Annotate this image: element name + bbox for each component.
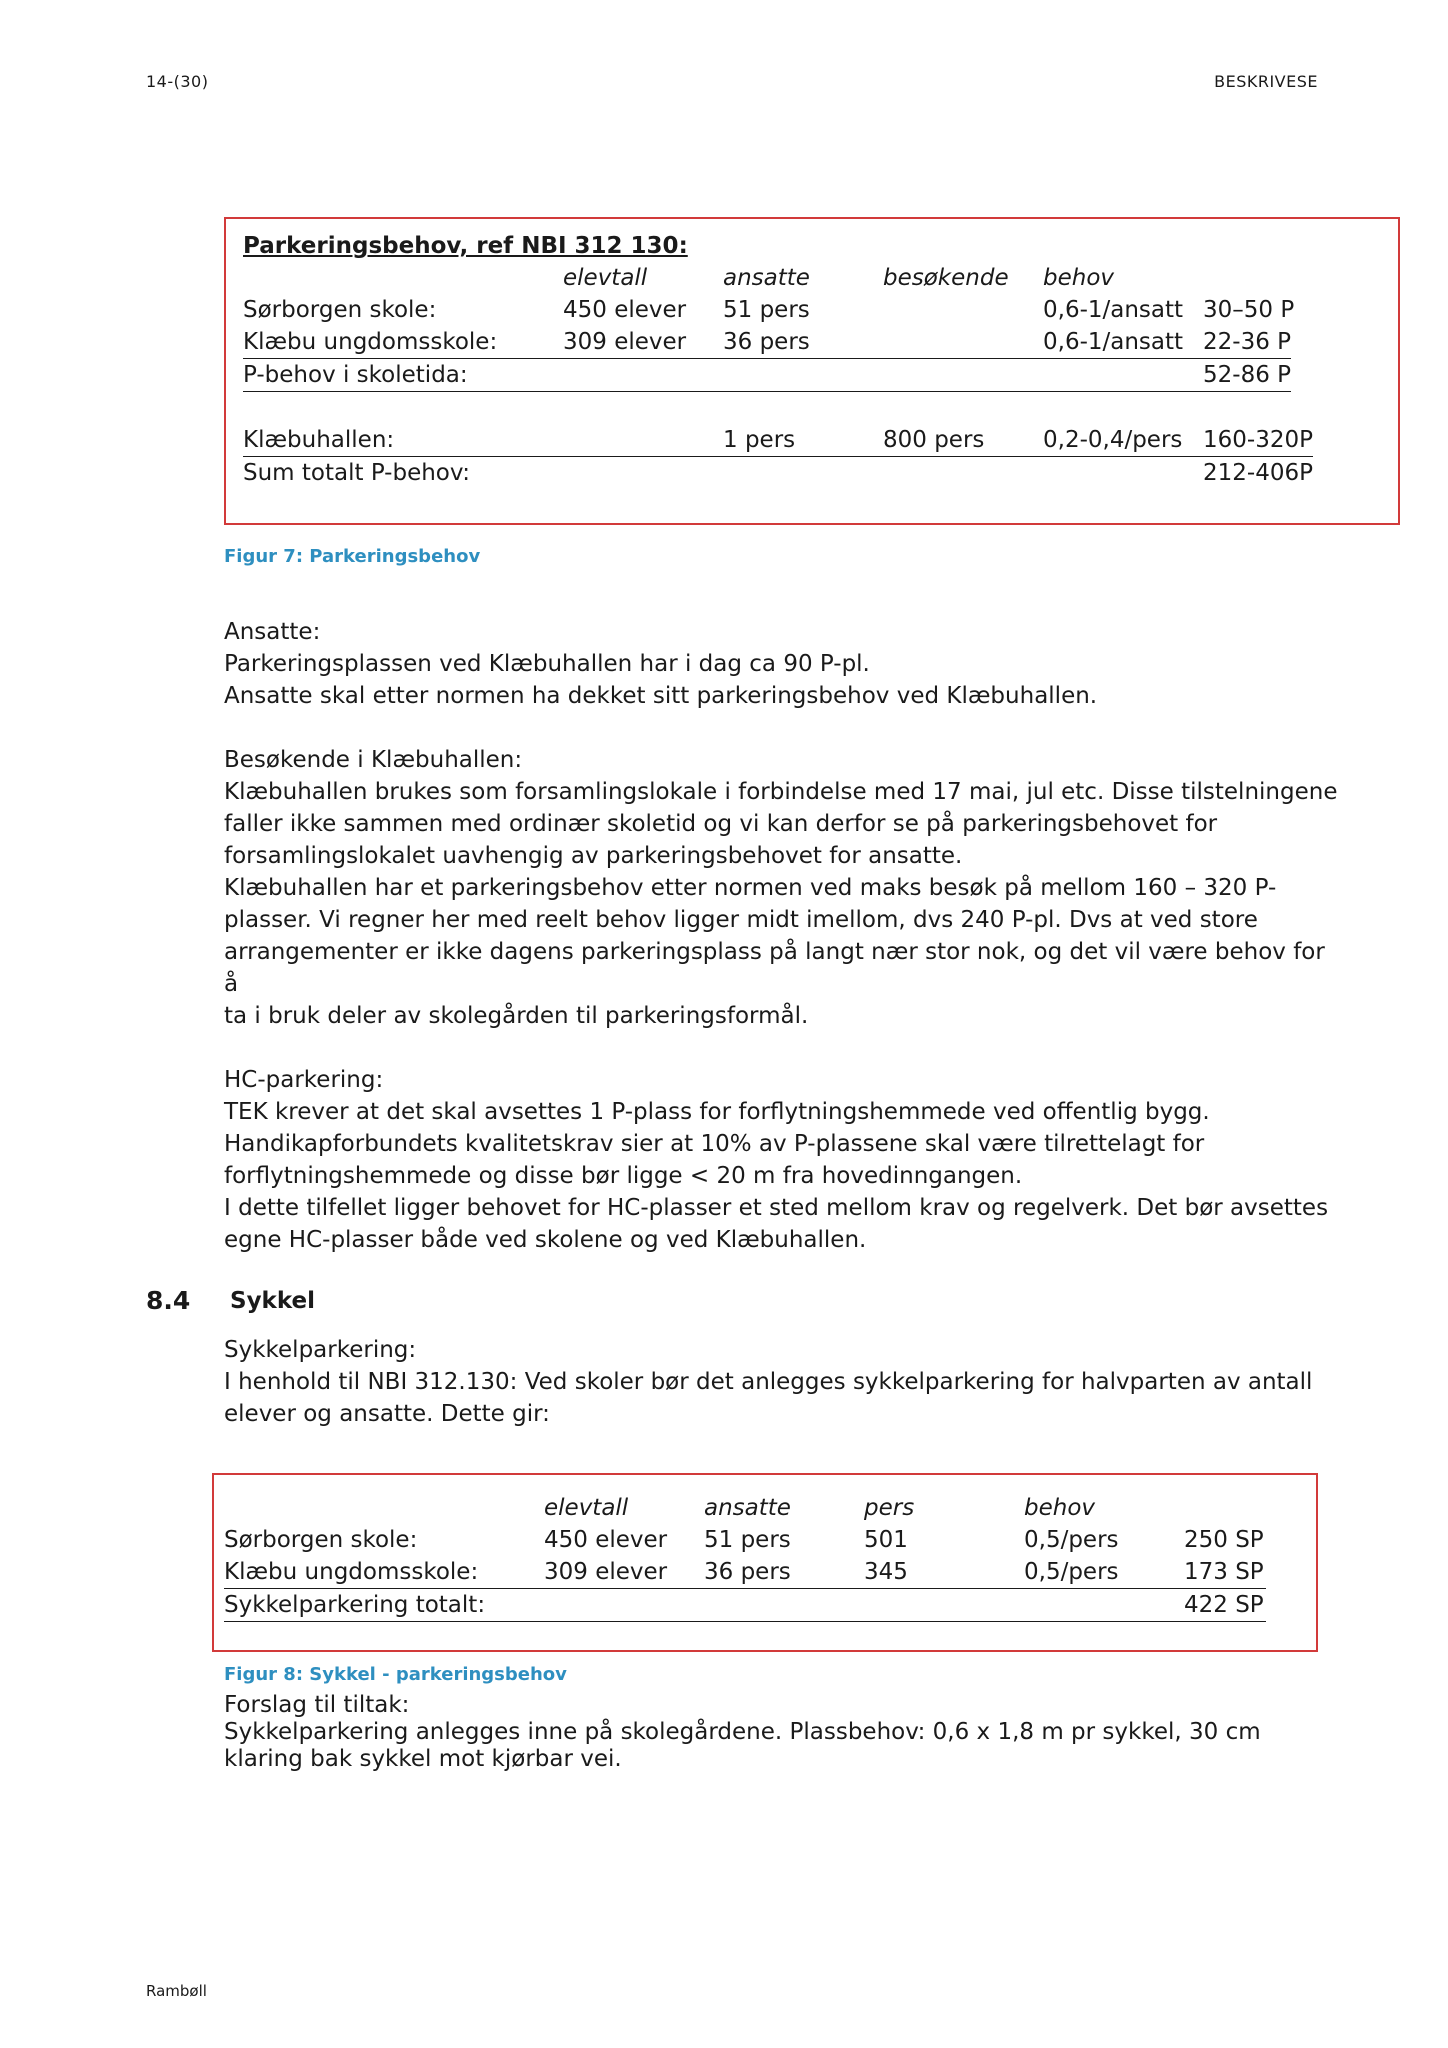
hc-heading: HC-parkering: [224,1067,384,1093]
row-result: 212-406P [1203,460,1313,486]
col-elevtall: elevtall [544,1495,629,1521]
table-row [224,1556,1266,1589]
paragraph-line: I dette tilfellet ligger behovet for HC-plasser et sted mellom krav og regelverk. Det bør avsettes [224,1195,1329,1221]
paragraph-line: TEK krever at det skal avsettes 1 P-plass for forflytningshemmede ved offentlig bygg. [224,1099,1210,1125]
row-name: Klæbu ungdomsskole: [224,1559,479,1585]
table-row [243,424,1313,457]
table-row [243,294,1383,326]
paragraph-line: egne HC-plasser både ved skolene og ved Klæbuhallen. [224,1227,867,1253]
col-besokende: besøkende [883,265,1009,291]
row-ansatte: 51 pers [723,297,810,323]
col-behov: behov [1043,265,1115,291]
row-besokende: 800 pers [883,427,985,453]
paragraph-line: faller ikke sammen med ordinær skoletid og vi kan derfor se på parkeringsbehovet for [224,811,1218,837]
paragraph-line: Parkeringsplassen ved Klæbuhallen har i dag ca 90 P-pl. [224,651,870,677]
sykkel-heading: Sykkelparkering: [224,1337,417,1363]
row-elevtall: 309 elever [544,1559,668,1585]
row-result: 30–50 P [1203,297,1295,323]
row-pers: 501 [864,1527,908,1553]
row-result: 422 SP [1184,1592,1264,1618]
parking-table [243,230,1383,489]
row-name: Klæbuhallen: [243,427,395,453]
parking-table-title: Parkeringsbehov, ref NBI 312 130: [243,233,688,259]
paragraph-line: Ansatte skal etter normen ha dekket sitt parkeringsbehov ved Klæbuhallen. [224,683,1098,709]
footer-company: Rambøll [146,1982,207,2000]
paragraph-line: arrangementer er ikke dagens parkeringsplass på langt nær stor nok, og det vil være behov for å [224,939,1325,997]
row-name: P-behov i skoletida: [243,362,468,388]
row-name: Sørborgen skole: [243,297,437,323]
table-row [224,1524,1304,1556]
row-name: Sykkelparkering totalt: [224,1592,486,1618]
tiltak-heading: Forslag til tiltak: [224,1692,410,1718]
row-elevtall: 309 elever [563,329,687,355]
besokende-heading: Besøkende i Klæbuhallen: [224,747,523,773]
paragraph-line: Klæbuhallen brukes som forsamlingslokale i forbindelse med 17 mai, jul etc. Disse tilstelningene [224,779,1338,805]
table-row [224,1589,1266,1622]
row-behov: 0,5/pers [1024,1527,1119,1553]
paragraph-line: forflytningshemmede og disse bør ligge < 20 m fra hovedinngangen. [224,1163,1023,1189]
row-elevtall: 450 elever [563,297,687,323]
paragraph-line: plasser. Vi regner her med reelt behov ligger midt imellom, dvs 240 P-pl. Dvs at ved store [224,907,1258,933]
col-elevtall: elevtall [563,265,648,291]
body-text [224,1334,1344,1430]
row-result: 173 SP [1184,1559,1264,1585]
row-name: Sørborgen skole: [224,1527,418,1553]
row-behov: 0,2-0,4/pers [1043,427,1183,453]
row-name: Sum totalt P-behov: [243,460,470,486]
row-ansatte: 51 pers [704,1527,791,1553]
row-pers: 345 [864,1559,908,1585]
paragraph-line: elever og ansatte. Dette gir: [224,1401,550,1427]
row-name: Klæbu ungdomsskole: [243,329,498,355]
table-row [243,359,1291,392]
paragraph-line: forsamlingslokalet uavhengig av parkeringsbehovet for ansatte. [224,843,963,869]
row-ansatte: 36 pers [704,1559,791,1585]
col-ansatte: ansatte [723,265,810,291]
paragraph-line: Sykkelparkering anlegges inne på skolegårdene. Plassbehov: 0,6 x 1,8 m pr sykkel, 30 cm [224,1719,1261,1745]
table-row [243,326,1291,359]
paragraph-line: ta i bruk deler av skolegården til parkeringsformål. [224,1003,809,1029]
header-section: BESKRIVESE [1214,72,1318,91]
row-ansatte: 1 pers [723,427,796,453]
figure-7-caption: Figur 7: Parkeringsbehov [224,546,481,567]
col-behov: behov [1024,1495,1096,1521]
row-result: 22-36 P [1203,329,1292,355]
paragraph-line: I henhold til NBI 312.130: Ved skoler bør det anlegges sykkelparkering for halvparten av antall [224,1369,1313,1395]
figure-8-caption: Figur 8: Sykkel - parkeringsbehov [224,1664,567,1685]
row-behov: 0,6-1/ansatt [1043,329,1184,355]
row-behov: 0,6-1/ansatt [1043,297,1184,323]
body-text [224,1692,1344,1773]
paragraph-line: klaring bak sykkel mot kjørbar vei. [224,1746,622,1772]
paragraph-line: Klæbuhallen har et parkeringsbehov etter normen ved maks besøk på mellom 160 – 320 P- [224,875,1277,901]
paragraph-line: Handikapforbundets kvalitetskrav sier at 10% av P-plassene skal være tilrettelagt for [224,1131,1205,1157]
section-number: 8.4 [146,1286,191,1315]
ansatte-heading: Ansatte: [224,619,321,645]
row-elevtall: 450 elever [544,1527,668,1553]
bicycle-table [224,1492,1304,1622]
row-result: 250 SP [1184,1527,1264,1553]
col-ansatte: ansatte [704,1495,791,1521]
body-text [224,616,1344,1256]
row-behov: 0,5/pers [1024,1559,1119,1585]
section-title: Sykkel [230,1288,316,1314]
page-number: 14-(30) [146,72,209,91]
col-pers: pers [864,1495,915,1521]
row-result: 52-86 P [1203,362,1292,388]
row-result: 160-320P [1203,427,1313,453]
table-row [243,457,1383,489]
row-ansatte: 36 pers [723,329,810,355]
